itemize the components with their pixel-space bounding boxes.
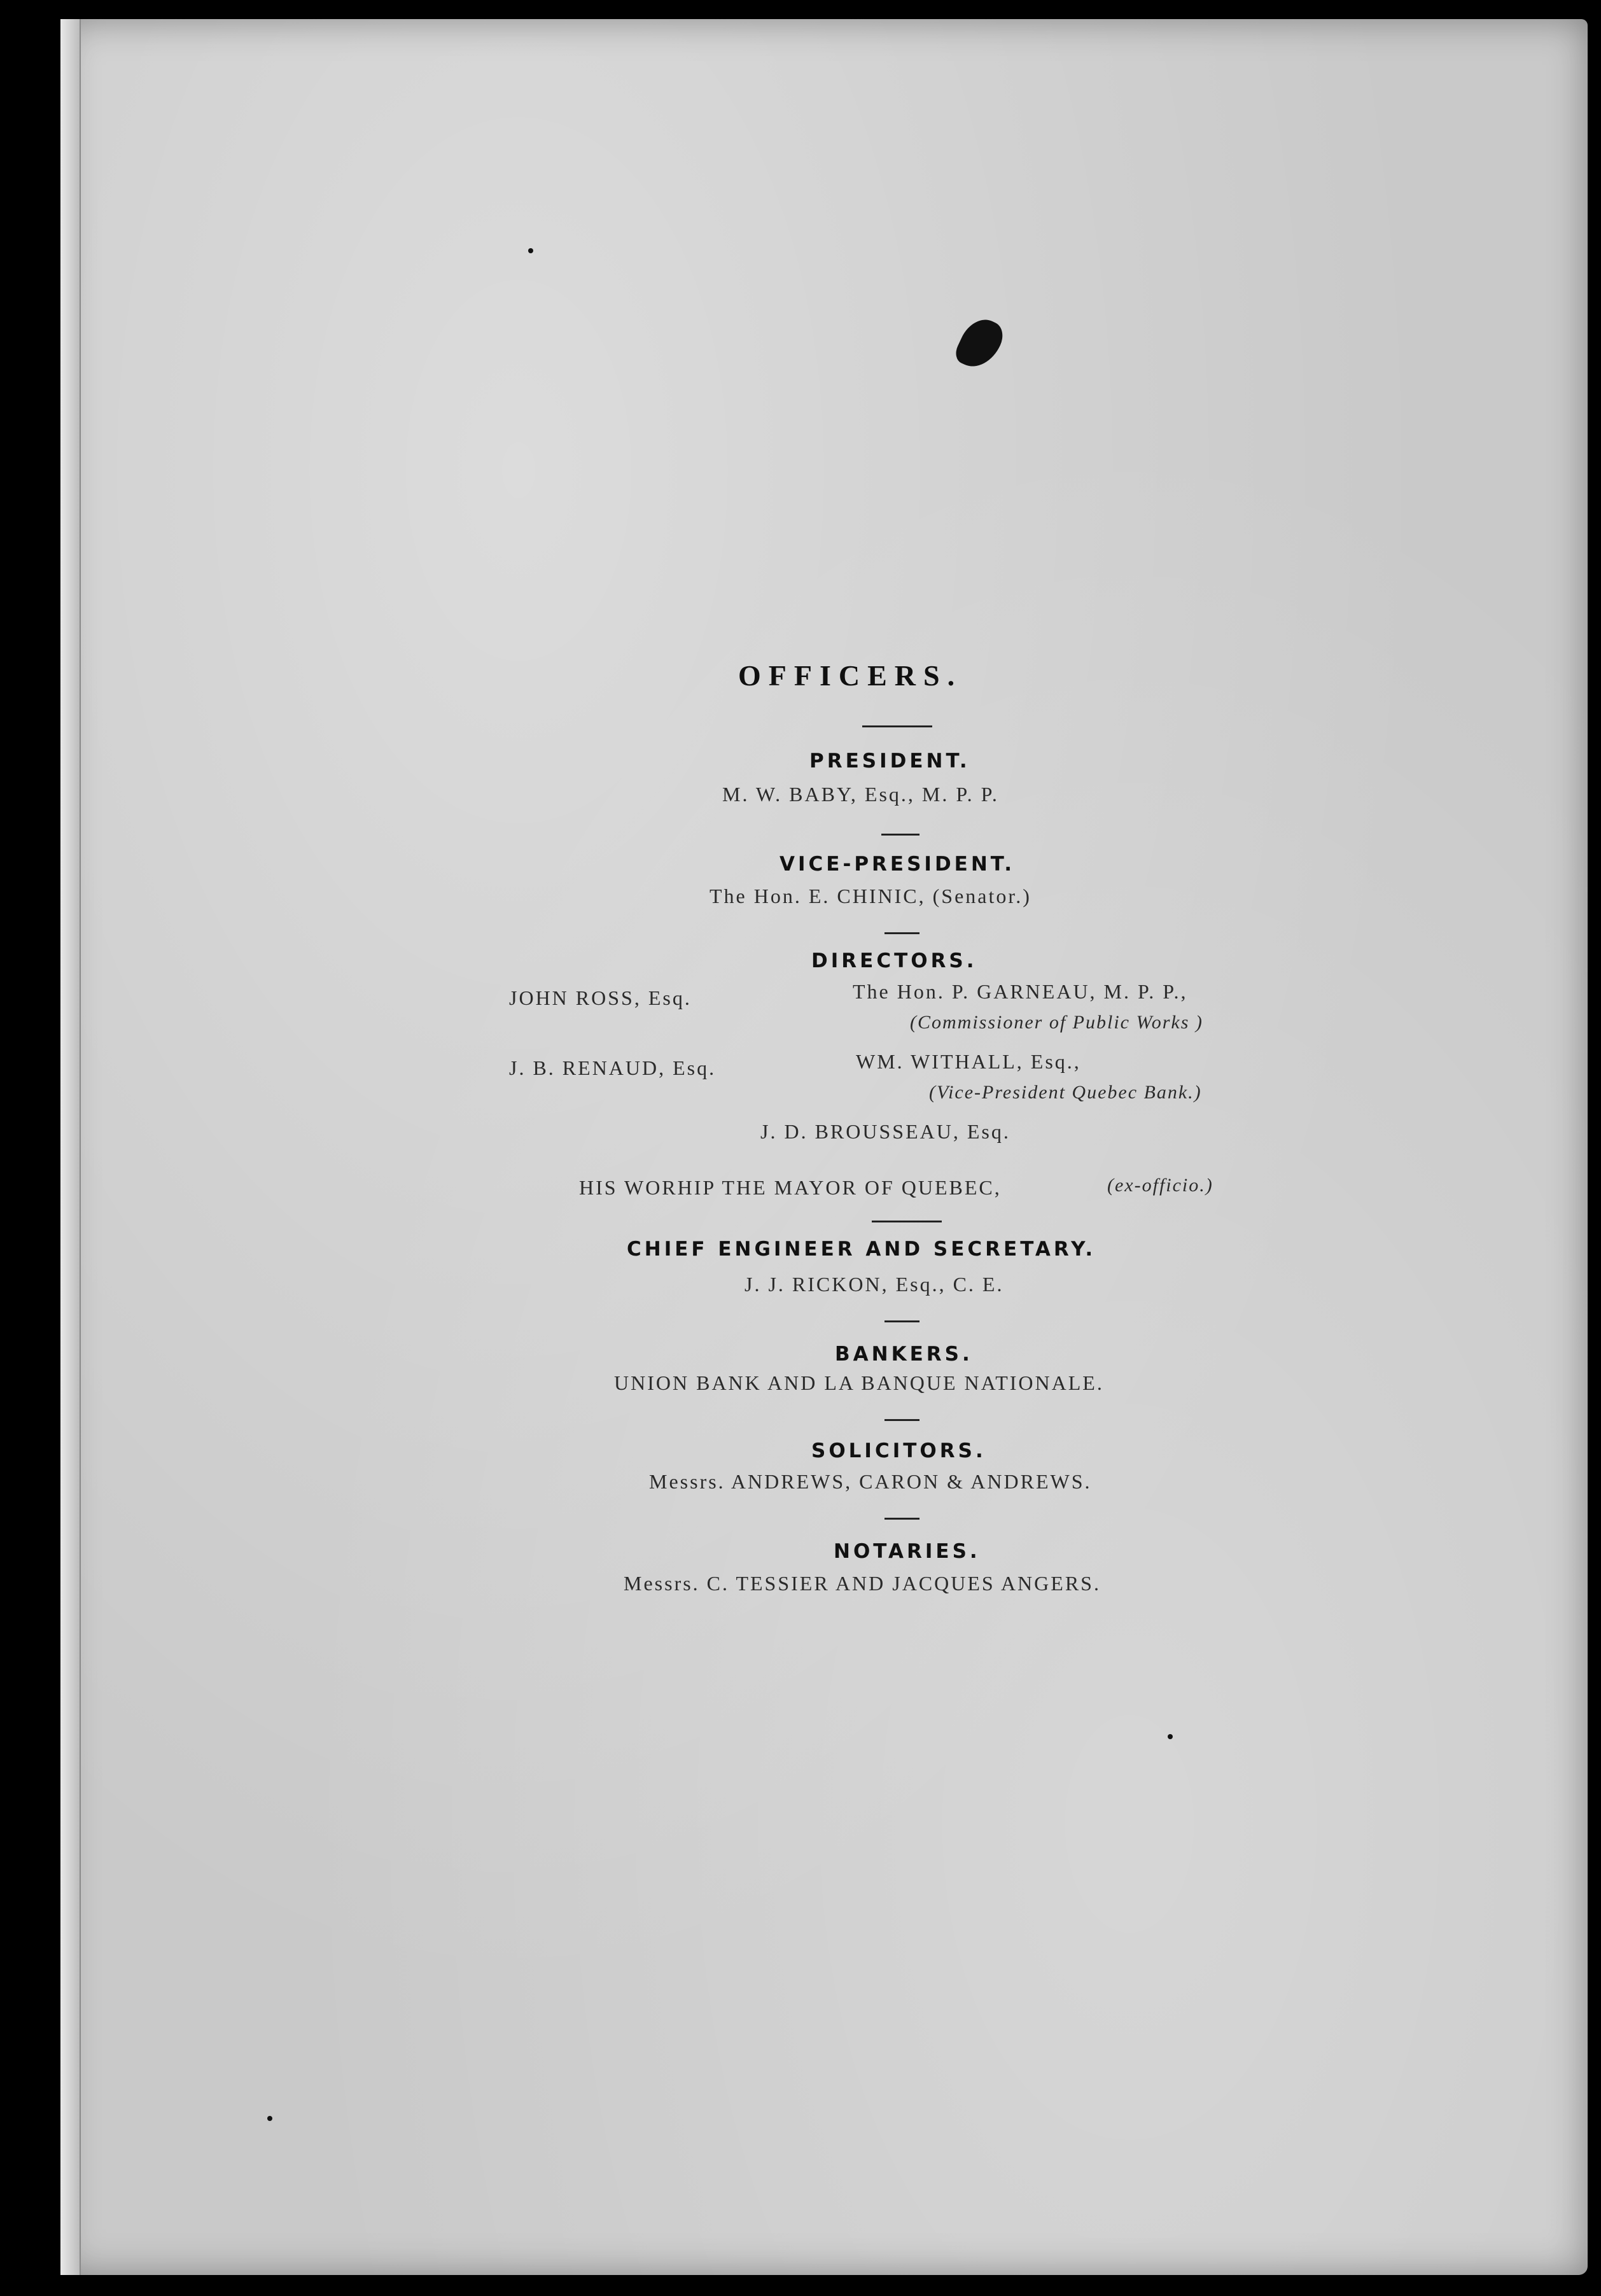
- divider: [881, 834, 919, 836]
- divider: [884, 932, 919, 934]
- divider: [872, 1221, 942, 1222]
- director-mayor-note: (ex-officio.): [1107, 1175, 1213, 1196]
- divider: [884, 1419, 919, 1421]
- director-j-d-brousseau: J. D. BROUSSEAU, Esq.: [760, 1120, 1010, 1143]
- president-name: M. W. BABY, Esq., M. P. P.: [722, 783, 999, 806]
- divider: [884, 1518, 919, 1520]
- notaries-heading: NOTARIES.: [834, 1540, 981, 1563]
- bankers-heading: BANKERS.: [835, 1343, 973, 1366]
- divider: [862, 725, 932, 727]
- director-mayor: HIS WORHIP THE MAYOR OF QUEBEC,: [579, 1176, 1002, 1199]
- vice-president-name: The Hon. E. CHINIC, (Senator.): [710, 885, 1031, 907]
- director-p-garneau-note: (Commissioner of Public Works ): [910, 1012, 1203, 1033]
- chief-engineer-heading: CHIEF ENGINEER AND SECRETARY.: [627, 1238, 1096, 1261]
- directors-heading: DIRECTORS.: [811, 949, 977, 972]
- director-wm-withall-note: (Vice-President Quebec Bank.): [929, 1082, 1202, 1103]
- chief-engineer-name: J. J. RICKON, Esq., C. E.: [745, 1273, 1004, 1296]
- director-p-garneau: The Hon. P. GARNEAU, M. P. P.,: [853, 980, 1188, 1003]
- divider: [884, 1320, 919, 1322]
- solicitors-heading: SOLICITORS.: [811, 1439, 986, 1462]
- vice-president-heading: VICE-PRESIDENT.: [780, 853, 1016, 876]
- solicitors-name: Messrs. ANDREWS, CARON & ANDREWS.: [649, 1470, 1092, 1493]
- director-j-b-renaud: J. B. RENAUD, Esq.: [509, 1056, 717, 1079]
- director-wm-withall: WM. WITHALL, Esq.,: [856, 1050, 1081, 1073]
- president-heading: PRESIDENT.: [809, 750, 970, 773]
- notaries-name: Messrs. C. TESSIER AND JACQUES ANGERS.: [624, 1572, 1101, 1595]
- page-title: OFFICERS.: [738, 659, 963, 692]
- director-john-ross: JOHN ROSS, Esq.: [509, 986, 692, 1009]
- bankers-name: UNION BANK AND LA BANQUE NATIONALE.: [614, 1371, 1104, 1394]
